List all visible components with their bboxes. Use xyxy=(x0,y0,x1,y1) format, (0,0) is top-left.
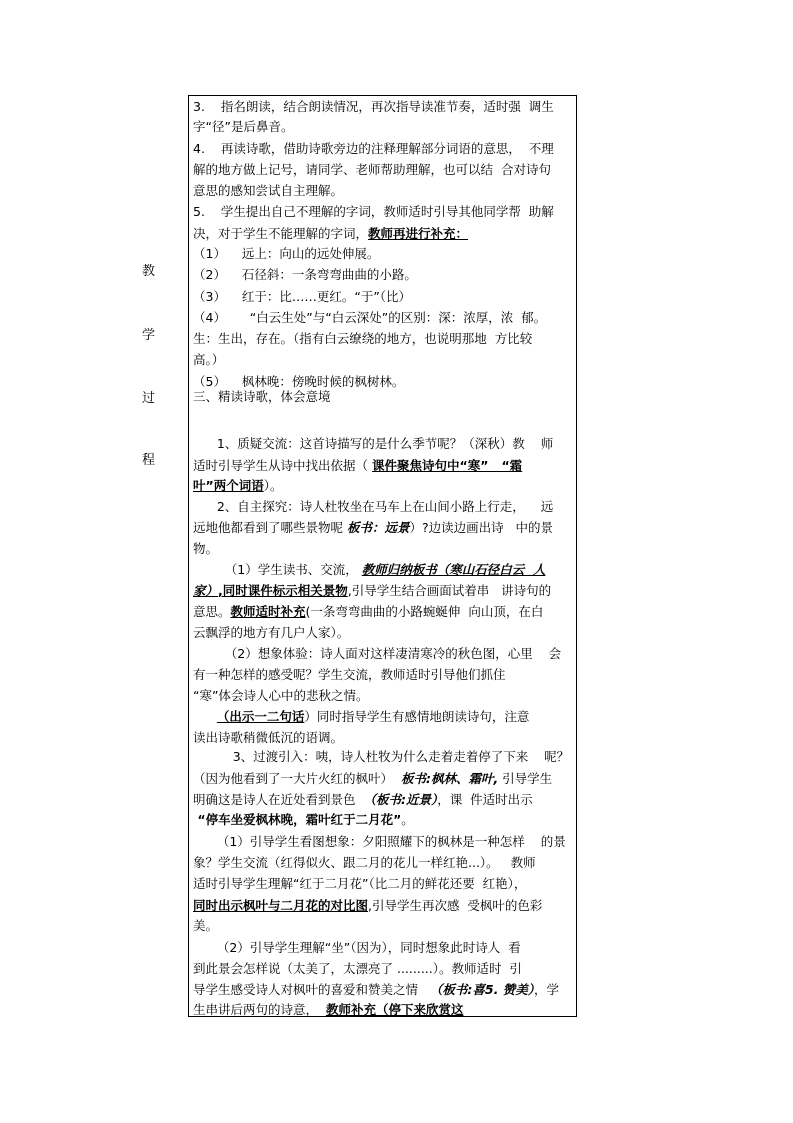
process-label-char: 教 xyxy=(142,264,156,279)
text-line xyxy=(193,876,526,891)
text-segment: （1）学生读书、交流， xyxy=(193,562,362,577)
text-segment: （4） “白云生处”与“白云深处”的区别：深：浓厚，浓 郁。 xyxy=(193,310,547,325)
text-segment: （3） 红于：比……更红。“于”（比） xyxy=(193,289,412,304)
text-segment: （因为他看到了一大片火红的枫叶） xyxy=(193,771,401,786)
text-segment: ,引导学生结合画面试着串 讲诗句的 xyxy=(347,583,552,598)
text-segment: 教师补充（停下来欣赏这 xyxy=(325,1002,464,1017)
text-line xyxy=(193,289,411,304)
text-line xyxy=(193,583,551,598)
text-segment: 有一种怎样的感受呢？学生交流，教师适时引导他们抓住 xyxy=(193,667,506,682)
text-segment: 三、精读诗歌，体会意境 xyxy=(193,389,331,404)
text-segment: 3、过渡引入：咦，诗人杜牧为什么走着走着停了下来 呢？ xyxy=(193,749,570,764)
text-segment: ）。 xyxy=(263,478,283,493)
text-segment: 教师适时补充 xyxy=(230,604,306,619)
text-line xyxy=(193,940,521,955)
text-segment: (一条弯弯曲曲的小路蜿蜒伸 向山顶，在白 xyxy=(305,604,544,619)
text-line xyxy=(193,246,379,261)
text-segment: （2） 石径斜：一条弯弯曲曲的小路。 xyxy=(193,267,417,282)
text-segment: （板书:近景） xyxy=(363,792,438,807)
text-segment: 物。 xyxy=(193,541,219,556)
process-label-char: 程 xyxy=(142,453,156,468)
text-segment: （2）引导学生理解“坐”（因为），同时想象此时诗人 看 xyxy=(193,940,521,955)
text-line xyxy=(193,646,561,661)
text-line xyxy=(193,855,536,870)
text-segment: 教师再进行补充： xyxy=(368,226,469,241)
text-segment: ）?边读边画出诗 中的景 xyxy=(409,520,554,535)
text-segment: 板书:枫林、霜叶, xyxy=(400,771,499,786)
text-line xyxy=(193,918,218,933)
text-line xyxy=(193,709,529,724)
text-segment: “停车坐爱枫林晚，霜叶红于二月花” xyxy=(193,812,402,827)
text-segment: ，学 xyxy=(533,982,559,997)
text-line xyxy=(193,625,349,640)
text-line xyxy=(193,792,533,807)
text-segment: （1）引导学生看图想象：夕阳照耀下的枫林是一种怎样 的景 xyxy=(193,834,566,849)
text-segment: 教师归纳板书（寒山石径白云 人 xyxy=(361,562,546,577)
text-line xyxy=(193,667,506,682)
text-segment: 4. 再读诗歌，借助诗歌旁边的注释理解部分词语的意思， 不理 xyxy=(193,141,554,156)
text-segment: 意思的感知尝试自主理解。 xyxy=(193,183,344,198)
text-segment: 同时出示枫叶与二月花的对比图 xyxy=(193,898,369,913)
text-segment: 1、质疑交流：这首诗描写的是什么季节呢？（深秋）教 师 xyxy=(193,436,554,451)
text-segment: 引导学生 xyxy=(498,771,553,786)
text-line xyxy=(193,562,545,577)
text-line xyxy=(193,331,532,346)
process-label-char: 过 xyxy=(142,391,156,406)
text-line xyxy=(193,499,553,514)
text-line xyxy=(193,226,468,241)
text-line xyxy=(193,478,282,493)
text-segment: （1） 远上：向山的远处伸展。 xyxy=(193,246,380,261)
text-line xyxy=(193,119,293,134)
text-segment: 字“径”是后鼻音。 xyxy=(193,119,294,134)
text-segment: 适时引导学生理解“红于二月花”（比二月的鲜花还要 红艳）， xyxy=(193,876,527,891)
text-segment: （板书:喜5. 赞美） xyxy=(429,982,534,997)
text-segment: 解的地方做上记号，请同学、老师帮助理解，也可以结 合对诗句 xyxy=(193,162,551,177)
text-segment: （5） 枫林晚：傍晚时候的枫树林。 xyxy=(193,374,405,389)
text-line xyxy=(193,520,553,535)
text-segment: 高。） xyxy=(193,352,225,367)
text-line xyxy=(193,204,554,219)
text-segment: ,同时课件标示相关景物 xyxy=(218,583,348,598)
text-segment: 5. 学生提出自己不理解的字词，教师适时引导其他同学帮 助解 xyxy=(193,204,554,219)
text-line xyxy=(193,771,552,786)
text-line xyxy=(193,458,522,473)
text-segment: ,引导学生再次感 受枫叶的色彩 xyxy=(368,898,543,913)
text-segment: 2、自主探究：诗人杜牧坐在马车上在山间小路上行走， 远 xyxy=(193,499,554,514)
text-segment: 叶”两个词语 xyxy=(193,478,264,493)
text-segment: 意思。 xyxy=(193,604,231,619)
text-line xyxy=(193,688,368,703)
text-line xyxy=(193,183,343,198)
text-line xyxy=(193,1002,463,1017)
text-segment: 。 xyxy=(401,812,414,827)
text-segment: 导学生感受诗人对枫叶的喜爱和赞美之情 xyxy=(193,982,430,997)
text-segment: 远地他都看到了哪些景物呢 xyxy=(193,520,347,535)
text-line xyxy=(193,541,218,556)
text-line xyxy=(193,267,417,282)
text-segment: 生：生出，存在。（指有白云缭绕的地方，也说明那地 方比较 xyxy=(193,331,533,346)
text-line xyxy=(193,961,522,976)
text-segment: 美。 xyxy=(193,918,219,933)
text-segment: （出示一二句话 xyxy=(216,709,305,724)
text-line xyxy=(193,730,343,745)
text-segment: “寒”体会诗人心中的悲秋之情。 xyxy=(193,688,369,703)
text-line xyxy=(193,898,542,913)
text-line xyxy=(193,352,224,367)
text-segment xyxy=(193,709,217,724)
text-segment: 3. 指名朗读，结合朗读情况，再次指导读准节奏，适时强 调生 xyxy=(193,99,554,114)
text-line xyxy=(193,749,569,764)
text-line xyxy=(193,604,543,619)
text-line xyxy=(193,834,566,849)
text-segment: 家） xyxy=(193,583,219,598)
text-line xyxy=(193,310,546,325)
text-line xyxy=(193,436,553,451)
text-segment: 板书：远景 xyxy=(346,520,410,535)
text-segment: ）同时指导学生有感情地朗读诗句，注意 xyxy=(304,709,530,724)
text-segment: 读出诗歌稍微低沉的语调。 xyxy=(193,730,344,745)
text-line xyxy=(193,99,554,114)
text-segment: ，课 件适时出示 xyxy=(437,792,533,807)
text-line xyxy=(193,162,551,177)
text-line xyxy=(193,982,559,997)
text-segment: 生串讲后两句的诗意， xyxy=(193,1002,326,1017)
text-segment: 决，对于学生不能理解的字词， xyxy=(193,226,369,241)
text-segment: 象？学生交流（红得似火、跟二月的花儿一样红艳...）。 教师 xyxy=(193,855,536,870)
text-line xyxy=(193,374,404,389)
text-segment: 云飘浮的地方有几户人家）。 xyxy=(193,625,350,640)
text-line xyxy=(193,389,331,404)
text-line xyxy=(193,141,554,156)
process-label-char: 学 xyxy=(142,328,156,343)
text-segment: 明确这是诗人在近处看到景色 xyxy=(193,792,364,807)
text-line xyxy=(193,812,414,827)
text-segment: （2）想象体验：诗人面对这样凄清寒冷的秋色图，心里 会 xyxy=(193,646,562,661)
text-segment: 适时引导学生从诗中找出依据（ xyxy=(193,458,372,473)
text-segment: 课件聚焦诗句中“寒” “霜 xyxy=(371,458,523,473)
text-segment: 到此景会怎样说（太美了，太漂亮了 .........）。教师适时 引 xyxy=(193,961,522,976)
